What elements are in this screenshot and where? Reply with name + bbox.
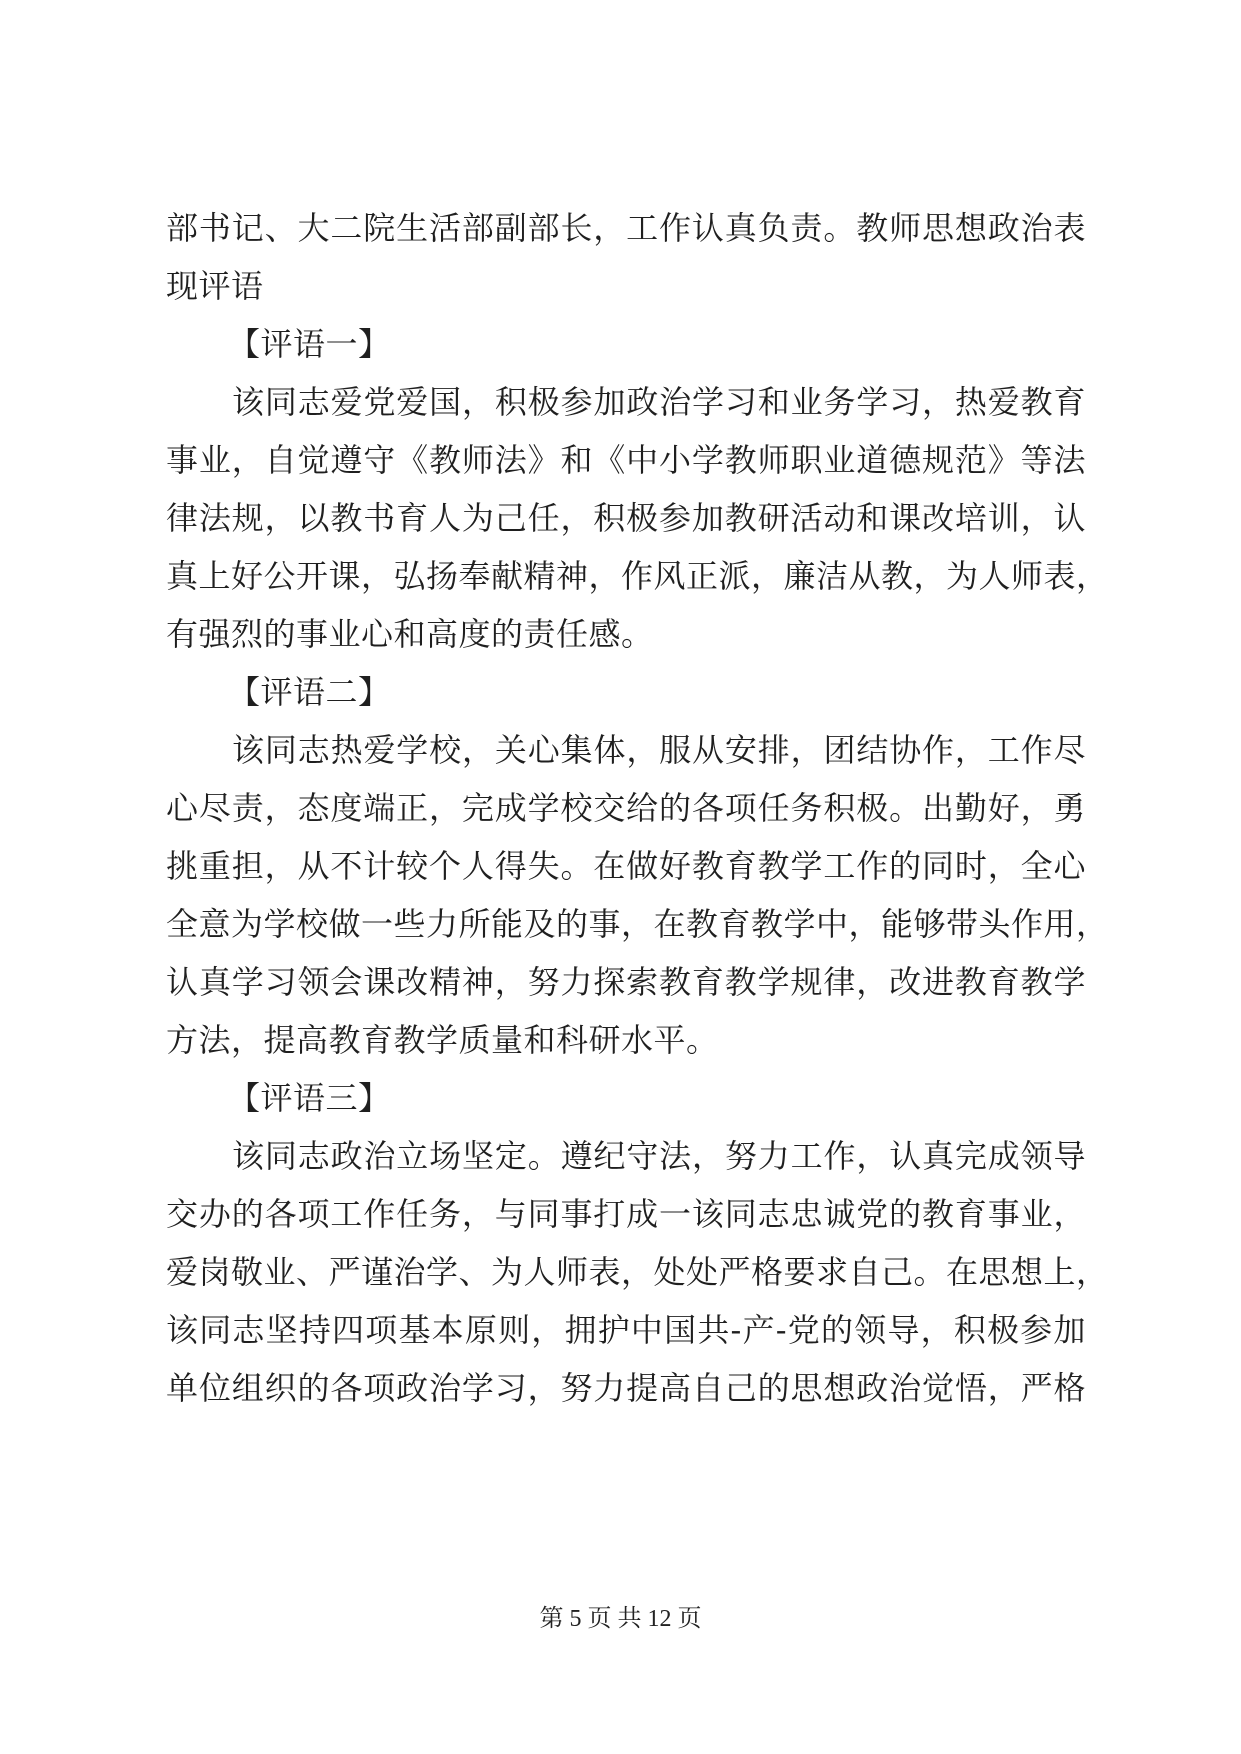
- text-line: 该同志坚持四项基本原则，拥护中国共-产-党的领导，积极参加: [166, 1311, 1086, 1349]
- paragraph-first-line: 该同志爱党爱国，积极参加政治学习和业务学习，热爱教育: [232, 383, 1086, 421]
- text-line: 心尽责，态度端正，完成学校交给的各项任务积极。出勤好，勇: [166, 789, 1086, 827]
- text-line: 爱岗敬业、严谨治学、为人师表，处处严格要求自己。在思想上，: [166, 1253, 1109, 1291]
- section-heading: 【评语一】: [228, 325, 391, 363]
- text-line: 认真学习领会课改精神，努力探索教育教学规律，改进教育教学: [166, 963, 1086, 1001]
- section-heading: 【评语三】: [228, 1079, 391, 1117]
- section-heading: 【评语二】: [228, 673, 391, 711]
- text-line: 全意为学校做一些力所能及的事，在教育教学中，能够带头作用，: [166, 905, 1109, 943]
- text-line: 交办的各项工作任务，与同事打成一该同志忠诚党的教育事业，: [166, 1195, 1086, 1233]
- page-footer: 第 5 页 共 12 页: [539, 1606, 702, 1632]
- text-line: 现评语: [166, 267, 264, 305]
- paragraph-first-line: 该同志热爱学校，关心集体，服从安排，团结协作，工作尽: [232, 731, 1086, 769]
- text-line: 部书记、大二院生活部副部长，工作认真负责。教师思想政治表: [166, 209, 1086, 247]
- text-line: 事业，自觉遵守《教师法》和《中小学教师职业道德规范》等法: [166, 441, 1086, 479]
- text-line: 单位组织的各项政治学习，努力提高自己的思想政治觉悟，严格: [166, 1369, 1086, 1407]
- paragraph-first-line: 该同志政治立场坚定。遵纪守法，努力工作，认真完成领导: [232, 1137, 1086, 1175]
- text-line: 方法，提高教育教学质量和科研水平。: [166, 1021, 719, 1059]
- text-line: 律法规，以教书育人为己任，积极参加教研活动和课改培训，认: [166, 499, 1086, 537]
- text-line: 真上好公开课，弘扬奉献精神，作风正派，廉洁从教，为人师表，: [166, 557, 1109, 595]
- text-line: 挑重担，从不计较个人得失。在做好教育教学工作的同时，全心: [166, 847, 1086, 885]
- text-line: 有强烈的事业心和高度的责任感。: [166, 615, 654, 653]
